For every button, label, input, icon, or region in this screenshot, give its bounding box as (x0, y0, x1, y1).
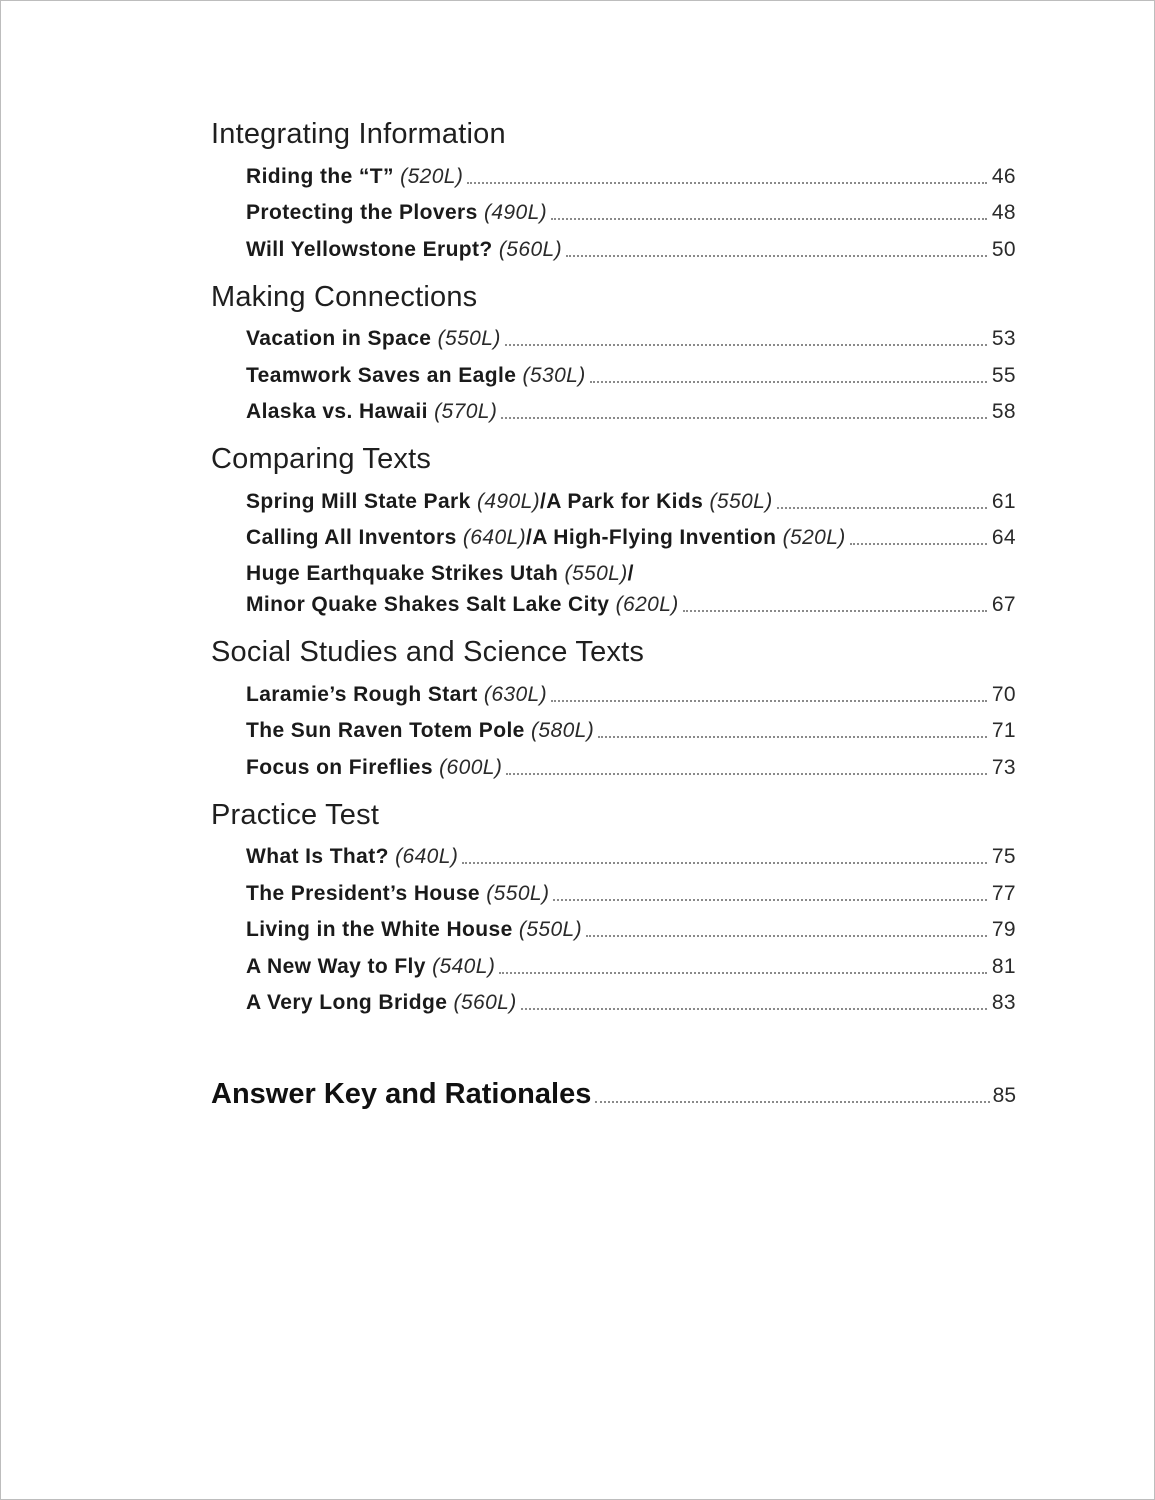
dot-leader (499, 972, 987, 974)
dot-leader (551, 218, 987, 220)
section-title: Integrating Information (211, 118, 506, 150)
entry-title: Minor Quake Shakes Salt Lake City (620L) (246, 593, 679, 616)
toc-entry[interactable] (246, 193, 1016, 230)
page-number: 85 (992, 1084, 1016, 1107)
lexile-level: (580L) (531, 719, 595, 742)
title-separator: / (526, 526, 533, 549)
lexile-level: (550L) (709, 489, 773, 513)
page-number: 83 (991, 991, 1016, 1014)
dot-leader (467, 182, 987, 184)
dot-leader (683, 610, 987, 612)
entry-list (211, 674, 1016, 784)
dot-leader (521, 1008, 987, 1010)
page-number: 58 (991, 400, 1016, 423)
section-title: Making Connections (211, 280, 478, 313)
toc-entry-answer-key[interactable] (211, 1071, 1016, 1111)
lexile-level: (640L) (395, 845, 459, 868)
page-number: 75 (991, 845, 1016, 868)
toc-entry[interactable] (246, 355, 1016, 392)
dot-leader (586, 935, 987, 937)
entry-title: Teamwork Saves an Eagle (530L) (246, 363, 586, 387)
toc-entry[interactable] (246, 711, 1016, 748)
entry-title: Riding the “T” (520L) (246, 164, 464, 188)
toc-entry[interactable] (246, 319, 1016, 356)
dot-leader (590, 381, 987, 383)
entry-title: The President’s House (550L) (246, 881, 550, 905)
entry-title: What Is That? (640L) (246, 845, 459, 868)
lexile-level: (490L) (476, 489, 541, 513)
page-number: 46 (991, 164, 1016, 188)
toc-entry[interactable] (246, 873, 1016, 910)
section-title: Comparing Texts (211, 443, 432, 475)
toc-entry[interactable] (246, 392, 1016, 429)
entry-title: Vacation in Space (550L) (246, 327, 501, 350)
dot-leader (850, 543, 987, 545)
toc-entry[interactable] (246, 156, 1016, 193)
toc-entry[interactable] (246, 747, 1016, 784)
entry-title: Huge Earthquake Strikes Utah (550L)/ (246, 562, 634, 585)
page-number: 81 (991, 954, 1016, 978)
dot-leader (595, 1101, 989, 1103)
page-number: 55 (991, 363, 1016, 387)
lexile-level: (520L) (400, 164, 464, 188)
entry-title: Laramie’s Rough Start (630L) (246, 682, 548, 706)
entry-title: Living in the White House (550L) (246, 918, 583, 941)
page-number: 79 (991, 918, 1016, 941)
dot-leader (505, 344, 987, 346)
lexile-level: (550L) (564, 562, 628, 585)
toc-entry[interactable] (246, 983, 1016, 1020)
entry-title: Will Yellowstone Erupt? (560L) (246, 237, 563, 261)
entry-line-2 (246, 592, 1016, 618)
lexile-level: (620L) (615, 593, 679, 616)
dot-leader (566, 255, 987, 257)
page-number: 64 (991, 526, 1016, 549)
toc-entry[interactable] (246, 554, 1016, 621)
entry-line-1 (246, 561, 1016, 592)
lexile-level: (560L) (453, 991, 517, 1014)
dot-leader (551, 700, 987, 702)
dot-leader (777, 507, 987, 509)
entry-list (211, 481, 1016, 621)
title-separator: / (627, 562, 634, 585)
dot-leader (553, 899, 987, 901)
lexile-level: (530L) (522, 363, 586, 387)
entry-title: Spring Mill State Park (490L)/A Park for Kids (550L) (246, 489, 773, 513)
toc-entry[interactable] (246, 229, 1016, 266)
lexile-level: (640L) (462, 526, 527, 549)
lexile-level: (550L) (486, 881, 550, 905)
section-title: Social Studies and Science Texts (211, 636, 645, 668)
page-number: 70 (991, 682, 1016, 706)
lexile-level: (550L) (518, 918, 583, 941)
toc-section-social-studies-science (211, 633, 1016, 784)
entry-title: Alaska vs. Hawaii (570L) (246, 400, 498, 423)
entry-list (211, 837, 1016, 1020)
lexile-level: (520L) (782, 526, 846, 549)
toc-entry[interactable] (246, 837, 1016, 874)
toc-entry[interactable] (246, 946, 1016, 983)
page-number: 71 (991, 719, 1016, 742)
lexile-level: (560L) (498, 237, 563, 261)
dot-leader (598, 736, 987, 738)
toc-entry[interactable] (246, 910, 1016, 947)
toc-section-making-connections (211, 278, 1016, 429)
toc-entry[interactable] (246, 518, 1016, 555)
page-number: 48 (991, 201, 1016, 224)
entry-title: Calling All Inventors (640L)/A High-Flying Invention (520L) (246, 526, 846, 549)
entry-title: A New Way to Fly (540L) (246, 954, 496, 978)
page-number: 50 (991, 237, 1016, 261)
entry-title: The Sun Raven Totem Pole (580L) (246, 719, 595, 742)
toc-section-practice-test (211, 796, 1016, 1020)
entry-title: Protecting the Plovers (490L) (246, 201, 548, 224)
lexile-level: (570L) (434, 400, 498, 423)
answer-key-title: Answer Key and Rationales (211, 1078, 592, 1110)
dot-leader (506, 773, 987, 775)
title-separator: / (540, 489, 547, 513)
entry-list (211, 156, 1016, 266)
lexile-level: (490L) (483, 201, 548, 224)
table-of-contents (211, 115, 1016, 1111)
lexile-level: (630L) (483, 682, 548, 706)
page-number: 73 (991, 755, 1016, 779)
page-number: 53 (991, 327, 1016, 350)
entry-list (211, 319, 1016, 429)
dot-leader (501, 417, 987, 419)
page-number: 67 (991, 593, 1016, 616)
page-number: 77 (991, 881, 1016, 905)
toc-entry[interactable] (246, 481, 1016, 518)
lexile-level: (550L) (437, 327, 501, 350)
section-title: Practice Test (211, 798, 380, 831)
lexile-level: (600L) (439, 755, 503, 779)
toc-section-integrating-information (211, 115, 1016, 266)
toc-entry[interactable] (246, 674, 1016, 711)
toc-section-comparing-texts (211, 440, 1016, 621)
lexile-level: (540L) (432, 954, 496, 978)
dot-leader (462, 862, 987, 864)
page-number: 61 (991, 489, 1016, 513)
entry-title: A Very Long Bridge (560L) (246, 991, 517, 1014)
entry-title: Focus on Fireflies (600L) (246, 755, 503, 779)
